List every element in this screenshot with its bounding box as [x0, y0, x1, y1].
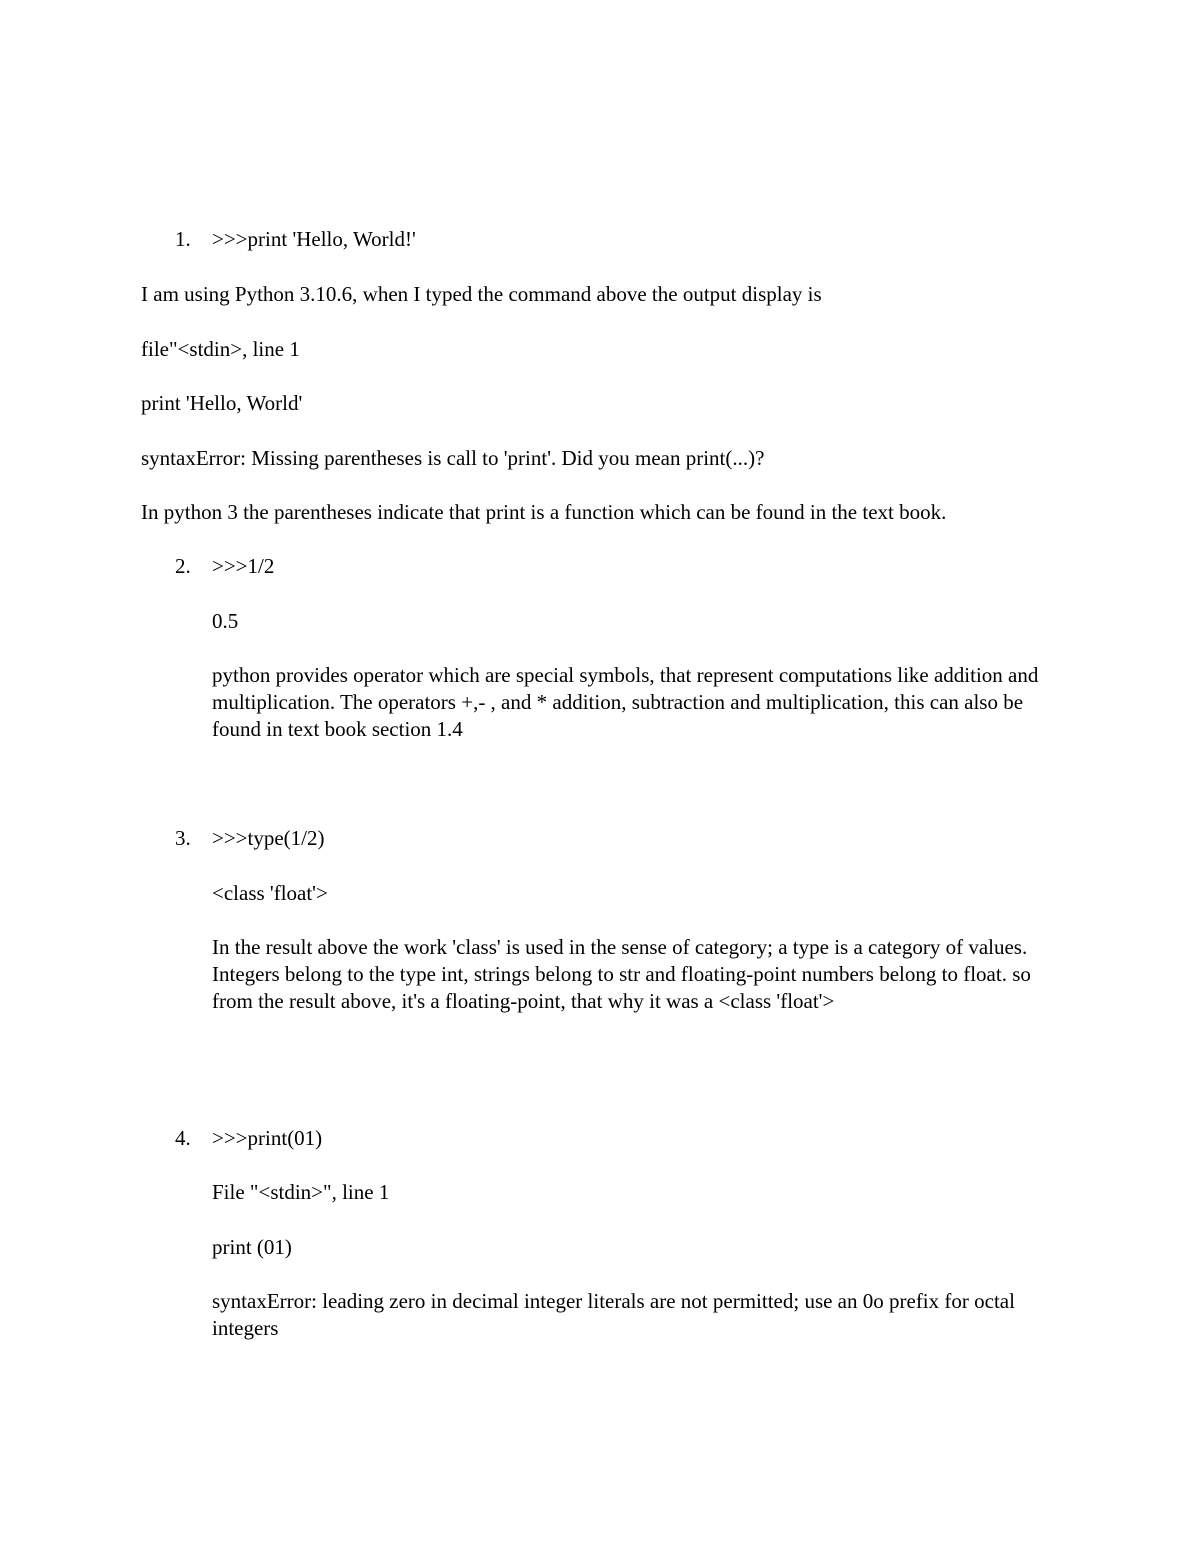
item-1-error-line: syntaxError: Missing parentheses is call to 'print'. Did you mean print(...)?	[141, 446, 765, 470]
item-3-number: 3.	[175, 826, 191, 850]
item-2-command: >>>1/2	[212, 554, 275, 578]
item-1-command: >>>print 'Hello, World!'	[212, 227, 416, 251]
item-3-command: >>>type(1/2)	[212, 826, 325, 850]
item-4-file-line: File "<stdin>", line 1	[212, 1180, 390, 1204]
item-4-number: 4.	[175, 1126, 191, 1150]
item-1-file-line: file"<stdin>, line 1	[141, 337, 300, 361]
item-1-intro: I am using Python 3.10.6, when I typed the command above the output display is	[141, 282, 822, 306]
item-1-number: 1.	[175, 227, 191, 251]
item-1-print-line: print 'Hello, World'	[141, 391, 303, 415]
item-2-output: 0.5	[212, 609, 239, 633]
item-3-output: <class 'float'>	[212, 881, 328, 905]
item-4-print-line: print (01)	[212, 1235, 292, 1259]
item-4-command: >>>print(01)	[212, 1126, 323, 1150]
item-2-explanation: python provides operator which are special symbols, that represent computations like addition and multiplication. The operators +,- , and * addition, subtraction and multiplication, this can also be found in text book section 1.4	[212, 663, 1039, 741]
item-2-number: 2.	[175, 554, 191, 578]
item-1-conclusion: In python 3 the parentheses indicate that print is a function which can be found in the text book.	[141, 500, 947, 524]
item-4-error: syntaxError: leading zero in decimal integer literals are not permitted; use an 0o prefix for octal integers	[212, 1289, 1015, 1340]
item-3-explanation: In the result above the work 'class' is used in the sense of category; a type is a category of values. Integers belong to the type int, strings belong to str and floating-point numbers belong to float. so from the result above, it's a floating-point, that why it was a <class 'float'>	[212, 935, 1031, 1013]
